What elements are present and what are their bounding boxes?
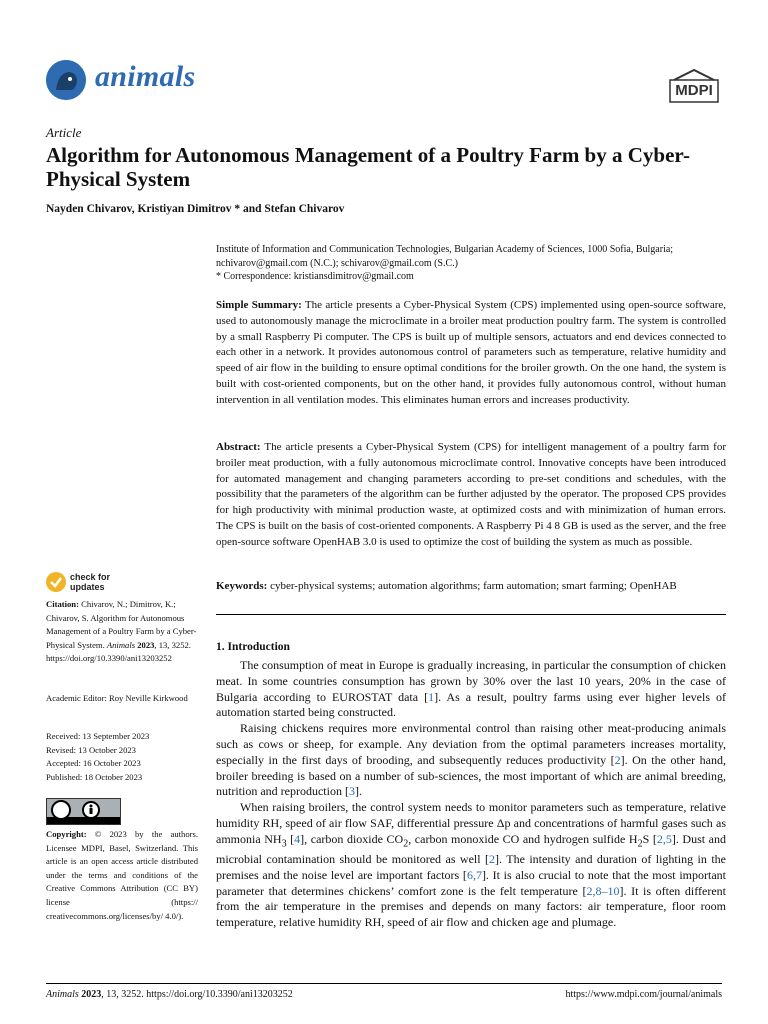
section-heading: 1. Introduction bbox=[216, 641, 290, 653]
cc-by-license-icon[interactable] bbox=[46, 798, 121, 825]
footer-year: 2023 bbox=[81, 989, 102, 1000]
divider bbox=[216, 614, 726, 615]
citation-journal: Animals bbox=[106, 639, 136, 650]
ref-link[interactable]: 1 bbox=[428, 689, 435, 704]
introduction-body bbox=[216, 658, 726, 931]
keywords bbox=[216, 579, 726, 595]
citation-text: Chivarov, N.; Dimitrov, K.; Chivarov, S. Algorithm for Autonomous Management of a Poultry Farm by a Cyber-Physical System. bbox=[46, 599, 197, 650]
copyright bbox=[46, 828, 198, 923]
check-icon bbox=[46, 572, 66, 592]
date-revised: Revised: 13 October 2023 bbox=[46, 744, 136, 755]
affiliation-emails: nchivarov@gmail.com (N.C.); schivarov@gmail.com (S.C.) bbox=[216, 257, 458, 269]
publisher-name: MDPI bbox=[675, 82, 713, 99]
simple-summary bbox=[216, 298, 726, 409]
journal-logo-icon bbox=[46, 60, 86, 100]
affiliation bbox=[216, 243, 726, 284]
abstract-text: The article presents a Cyber-Physical System (CPS) for intelligent management of a poultry farm for broiler meat production, with a fully autonomous microclimate control. Innovative concepts have been introduced for automated management and changing parameters according to pre-set conditions and schedules, with the possibility that the parameters of the algorithm can be further adjusted by the operator. The proposed CPS provides for high productivity with minimal production waste, at optimized costs and with minimization of human errors. The CPS is built on the basis of cost-oriented components. A Raspberry Pi 4 8 GB is used as the server, and the free open-source software OpenHAB 3.0 is used to optimize the cost of building the system as much as possible. bbox=[216, 441, 726, 548]
journal-name: animals bbox=[95, 60, 196, 93]
intro-paragraph-3: When raising broilers, the control system needs to monitor parameters such as temperature, relative humidity RH, speed of air flow SAF, differential pressure Δp and concentrations of harmful gases such as ammonia $NH_3$ [4], carbon dioxide $CO_2$, carbon monoxide CO and hydrogen sulfide $H_2S$ [2,5]. Dust and microbial contamination should be monitored as well [2]. The intensity and duration of lighting in the premises and the noise level are important factors [6,7]. It is also crucial to note that the most important parameter that determines chickens’ comfort zone is the felt temperature [2,8–10]. It is often different from the air temperature in the premises and depends on many factors: air temperature, floor room temperature, relative humidity RH, speed of air flow and chicken age and plumage. bbox=[216, 800, 726, 930]
citation-rest: , 13, 3252. https://doi.org/10.3390/ani13203252 bbox=[46, 639, 191, 664]
check-for-updates-button[interactable] bbox=[46, 572, 126, 594]
date-published: Published: 18 October 2023 bbox=[46, 771, 143, 782]
date-received: Received: 13 September 2023 bbox=[46, 731, 150, 741]
citation bbox=[46, 598, 198, 666]
simple-summary-label: Simple Summary: bbox=[216, 299, 302, 311]
affiliation-line-1: Institute of Information and Communication Technologies, Bulgarian Academy of Sciences, 1000 Sofia, Bulgaria; bbox=[216, 244, 674, 255]
ref-link[interactable]: 3 bbox=[348, 784, 355, 799]
check-label-1: check for bbox=[70, 572, 111, 582]
ref-link[interactable]: 2,5 bbox=[656, 831, 672, 846]
footer-journal: Animals bbox=[46, 989, 79, 1000]
abstract bbox=[216, 440, 726, 551]
citation-year: 2023 bbox=[137, 639, 155, 650]
copyright-label: Copyright: bbox=[46, 829, 87, 839]
simple-summary-text: The article presents a Cyber-Physical System (CPS) implemented using open-source software, used to autonomously manage the microclimate in a broiler meat production poultry farm. The system is controlled by a small Raspberry Pi computer. The CPS is built up of multiple sensors, actuators and end devices connected to each other in a network. It provides autonomous control of parameters such as temperature, relative humidity and speed of air flow in the building to ensure optimal conditions for the broiler growth. On the one hand, the system is built with cost-oriented components, but on the other hand, it provides fully autonomous control, without human intervention in all ventilation modes. This eliminates human errors and increases productivity. bbox=[216, 299, 726, 406]
abstract-label: Abstract: bbox=[216, 441, 261, 453]
ref-link[interactable]: 2 bbox=[614, 752, 621, 767]
mdpi-logo bbox=[668, 68, 720, 104]
date-accepted: Accepted: 16 October 2023 bbox=[46, 758, 141, 769]
check-label-2: updates bbox=[70, 582, 105, 592]
article-title: Algorithm for Autonomous Management of a Poultry Farm by a Cyber-Physical System bbox=[46, 143, 690, 191]
intro-paragraph-1: The consumption of meat in Europe is gradually increasing, in particular the consumption of chicken meat. In some countries consumption has grown by 30% over the last 10 years, 20% in the case of Bulgaria according to EUROSTAT data [1]. As a result, poultry farms using ever higher levels of automation started being constructed. bbox=[216, 658, 726, 720]
keywords-label: Keywords: bbox=[216, 580, 268, 592]
ref-link[interactable]: 4 bbox=[294, 831, 301, 846]
publication-dates bbox=[46, 730, 198, 784]
footer-citation bbox=[46, 989, 293, 1000]
intro-paragraph-2: Raising chickens requires more environmental control than raising other meat-producing animals such as cows or sheep, for example. Any deviation from the optimal parameters increases mortality, especially in the first days of brooding, and subsequently reduces productivity [2]. On the other hand, broiler breeding is based on a number of sub-sciences, the most important of which are animal breeding, nutrition and reproduction [3]. bbox=[216, 721, 726, 799]
ref-link[interactable]: 6,7 bbox=[466, 867, 482, 882]
author-list: Nayden Chivarov, Kristiyan Dimitrov * and Stefan Chivarov bbox=[46, 203, 345, 215]
academic-editor: Academic Editor: Roy Neville Kirkwood bbox=[46, 693, 188, 703]
footer-doi[interactable]: , 13, 3252. https://doi.org/10.3390/ani13203252 bbox=[101, 989, 293, 1000]
correspondence: * Correspondence: kristiansdimitrov@gmail.com bbox=[216, 271, 414, 282]
footer-divider bbox=[46, 983, 722, 984]
article-type: Article bbox=[46, 125, 82, 140]
ref-link[interactable]: 2,8–10 bbox=[586, 883, 620, 898]
citation-label: Citation: bbox=[46, 599, 79, 609]
copyright-text: © 2023 by the authors. Licensee MDPI, Basel, Switzerland. This article is an open access article distributed under the terms and conditions of the Creative Commons Attribution (CC BY) license (https:// creativecommons.org/licenses/by/ 4.0/). bbox=[46, 829, 198, 921]
footer-journal-url[interactable]: https://www.mdpi.com/journal/animals bbox=[565, 989, 722, 1000]
ref-link[interactable]: 2 bbox=[489, 851, 496, 866]
keywords-text: cyber-physical systems; automation algorithms; farm automation; smart farming; OpenHAB bbox=[270, 580, 677, 592]
